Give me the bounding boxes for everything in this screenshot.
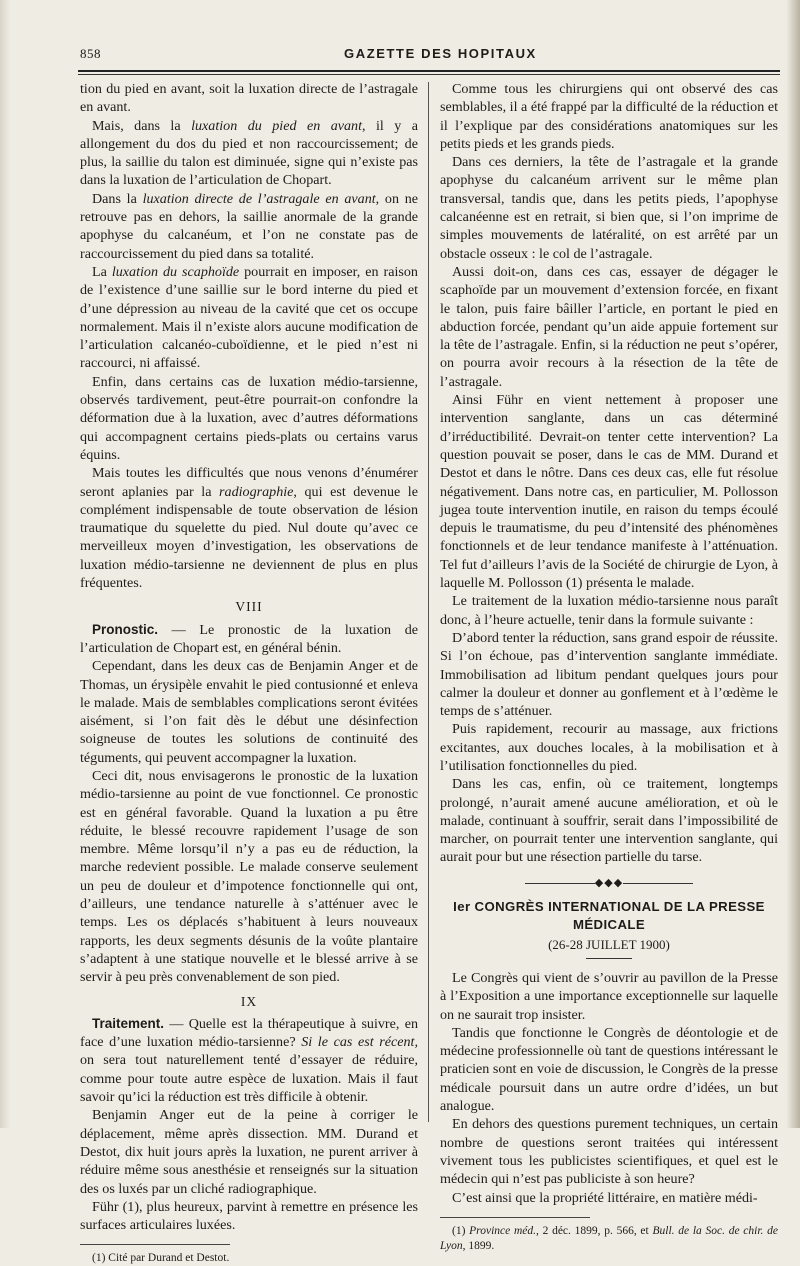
- footnote: (1) Cité par Durand et Destot.: [92, 1252, 230, 1265]
- paragraph: Dans ces derniers, la tête de l’astragale et la grande apophyse du calcanéum arrivent sur le même plan transversal, tandis que, dans les petits pieds, l’apophyse calcanéenne est en retrait, si bien que, si l’on imprime de simples mouvements de latéralité, on est arrêté par un obstacle osseux : le col de l’astragale.: [440, 154, 778, 262]
- left-column: [80, 80, 418, 1266]
- run-in-heading: Traitement.: [92, 1015, 165, 1031]
- article-date: (26-28 JUILLET 1900): [548, 936, 670, 952]
- paragraph: Tandis que fonctionne le Congrès de déontologie et de médecine professionnelle où tant de questions intéressant le praticien sont en voie de discussion, le Congrès de la presse médicale poursuit dans un autre ordre d’idées, un but analogue.: [440, 1024, 778, 1115]
- header-rule: [78, 70, 780, 72]
- right-column: [440, 80, 778, 1254]
- page-edge-right: [786, 0, 800, 1128]
- running-title: GAZETTE DES HOPITAUX: [344, 46, 537, 61]
- paragraph: tion du pied en avant, soit la luxation directe de l’astragale en avant.: [80, 81, 418, 116]
- page-edge-left: [0, 0, 10, 1128]
- paragraph: C’est ainsi que la propriété littéraire, en matière médi-: [452, 1189, 758, 1206]
- paragraph: Dans la luxation directe de l’astragale en avant, on ne retrouve pas en dehors, la saillie anormale de la grande apophyse du calcanéum, et l’on ne constate pas de raccourcissement du pied dans sa totalité.: [80, 190, 419, 262]
- footnote-rule: [440, 1217, 590, 1218]
- paragraph: Enfin, dans certains cas de luxation médio-tarsienne, observés tardivement, peut-être pourrait-on confondre la déformation due à la luxation, avec d’autres déformations qui accompagnent certains pieds-plats ou certains varus équins.: [80, 373, 418, 463]
- paragraph: Benjamin Anger eut de la peine à corriger le déplacement, même après dissection. MM. Durand et Destot, dix huit jours après la luxation, ne purent arriver à réduire même sous anesthésie et renseignés sur la situation des os luxés par un cliché radiographique.: [80, 1107, 418, 1197]
- paragraph: Comme tous les chirurgiens qui ont observé des cas semblables, il a été frappé par la difficulté de la réduction et il l’explique par des considérations anatomiques sur les petits pieds et les grands pieds.: [440, 81, 778, 152]
- paragraph: Aussi doit-on, dans ces cas, essayer de dégager le scaphoïde par un mouvement d’extension forcée, en fixant le talon, puis faire bâiller l’article, en portant le pied en abduction forcée, pendant qu’un aide appuie fortement sur la tête de l’astragale. Enfin, si la réduction ne peut s’opérer, on pourra avoir recours à la résection de la tête de l’astragale.: [440, 263, 778, 390]
- section-number: IX: [240, 993, 258, 1009]
- paragraph: Puis rapidement, recourir au massage, aux frictions excitantes, aux douches locales, à la mobilisation et à l’utilisation fonctionnelles du pied.: [440, 721, 778, 774]
- paragraph: Le Congrès qui vient de s’ouvrir au pavillon de la Presse à l’Exposition a une importance exceptionnelle sur laquelle on ne saurait trop insister.: [440, 969, 778, 1023]
- paragraph: Dans les cas, enfin, où ce traitement, longtemps prolongé, n’aurait amené aucune amélioration, et où le malade, continuant à souffrir, serait dans l’impossibilité de marcher, on pourrait tenter une intervention sanglante, qui aurait pour but une résection partielle du tarse.: [440, 776, 778, 866]
- paragraph: Traitement. — Quelle est la thérapeutique à suivre, en face d’une luxation médio-tarsienne? Si le cas est récent, on sera tout naturellement tenté d’essayer de réduire, comme pour toute autre espèce de luxation. Mais il faut savoir qu’ici la réduction est très difficile à obtenir.: [80, 1015, 418, 1106]
- paragraph: Cependant, dans les deux cas de Benjamin Anger et de Thomas, un érysipèle envahit le pied contusionné et enleva le malade. Mais de semblables complications seront évitées aisément, si l’on fait dès le début une désinfection soigneuse de toutes les solutions de continuité des téguments, qui peuvent accompagner la luxation.: [80, 658, 418, 766]
- paragraph: La luxation du scaphoïde pourrait en imposer, en raison de l’existence d’une saillie sur le bord interne du pied et d’une dépression au niveau de la cavité que cet os occupe normalement. Mais il n’existe alors aucune modification de l’articulation calcanéo-cuboïdienne, et le pied n’est ni raccourci, ni affaissé.: [80, 263, 418, 372]
- paragraph: D’abord tenter la réduction, sans grand espoir de réussite. Si l’on échoue, pas d’intervention sanglante immédiate. Immobilisation ad libitum pendant quelques jours pour calmer la douleur et donner au gonflement et à l’œdème le temps de s’atténuer.: [440, 629, 778, 720]
- paragraph: Pronostic. — Le pronostic de la luxation de l’articulation de Chopart est, en général bénin.: [80, 621, 418, 656]
- column-divider: [428, 82, 429, 1122]
- paragraph: Ainsi Führ en vient nettement à proposer une intervention sanglante, dans un cas déterminé d’irréductibilité. Devrait-on tenter cette intervention? La question pouvait se poser, dans le cas de MM. Durand et Destot et dans le nôtre. Dans ces deux cas, elle fut résolue négativement. Dans notre cas, en particulier, M. Pollosson jugea toute intervention inutile, en raison du temps écoulé depuis le traumatisme, du peu d’intensité des phénomènes fonctionnels et de leur tendance manifeste à l’atténuation. Tel fut d’ailleurs l’avis de la Société de chirurgie de Lyon, à laquelle M. Pollosson (1) présenta le malade.: [440, 392, 778, 592]
- page-number: 858: [80, 46, 101, 61]
- footnote: (1) Province méd., 2 déc. 1899, p. 566, et Bull. de la Soc. de chir. de Lyon, 1899.: [440, 1224, 778, 1252]
- paragraph: En dehors des questions purement techniques, un certain nombre de questions seront traitées qui intéressent vivement tous les publicistes scientifiques, et quel est le médecin qui n’est pas publiciste à son heure?: [440, 1116, 778, 1188]
- paragraph: Führ (1), plus heureux, parvint à remettre en présence les surfaces articulaires luxées.: [80, 1198, 418, 1234]
- paragraph: Mais toutes les difficultés que nous venons d’énumérer seront aplanies par la radiographie, qui est devenue le complément indispensable de toute observation de lésion traumatique du squelette du pied. Nul doute qu’avec ce merveilleux moyen d’investigation, les observations de luxation médio-tarsienne ne deviennent de plus en plus fréquentes.: [80, 465, 418, 592]
- header-rule-thin: [78, 74, 780, 75]
- article-title: Ier CONGRÈS INTERNATIONAL DE LA PRESSE MÉDICALE: [453, 899, 765, 933]
- title-rule: [586, 958, 632, 959]
- footnote-rule: [80, 1244, 230, 1245]
- section-ornament: ◆◆◆: [440, 874, 778, 892]
- paragraph: Ceci dit, nous envisagerons le pronostic de la luxation médio-tarsienne au point de vue fonctionnel. Ce pronostic est en général favorable. Quand la luxation a pu être réduite, le blessé recouvre rapidement l’usage de son membre. Même lorsqu’il n’y a pas eu de réduction, la marche redevient possible. Le malade conserve seulement un peu de douleur et d’impotence fonctionnelle qui ont, d’ailleurs, une tendance naturelle à s’atténuer avec le temps. Les os déplacés s’habituent à leurs nouveaux rapports, les deux segments désunis de la voûte plantaire s’adaptent à une statique nouvelle et le blessé arrive à se servir à peu près convenablement de son pied.: [80, 767, 418, 986]
- paragraph: Mais, dans la luxation du pied en avant, il y a allongement du dos du pied et non raccourcissement; de plus, la saillie du talon est diminuée, signe qui n’existe pas dans la luxation de l’articulation de Chopart.: [80, 117, 419, 189]
- section-number: VIII: [235, 599, 263, 615]
- run-in-heading: Pronostic.: [92, 621, 159, 637]
- paragraph: Le traitement de la luxation médio-tarsienne nous paraît donc, à l’heure actuelle, tenir dans la formule suivante :: [440, 593, 778, 628]
